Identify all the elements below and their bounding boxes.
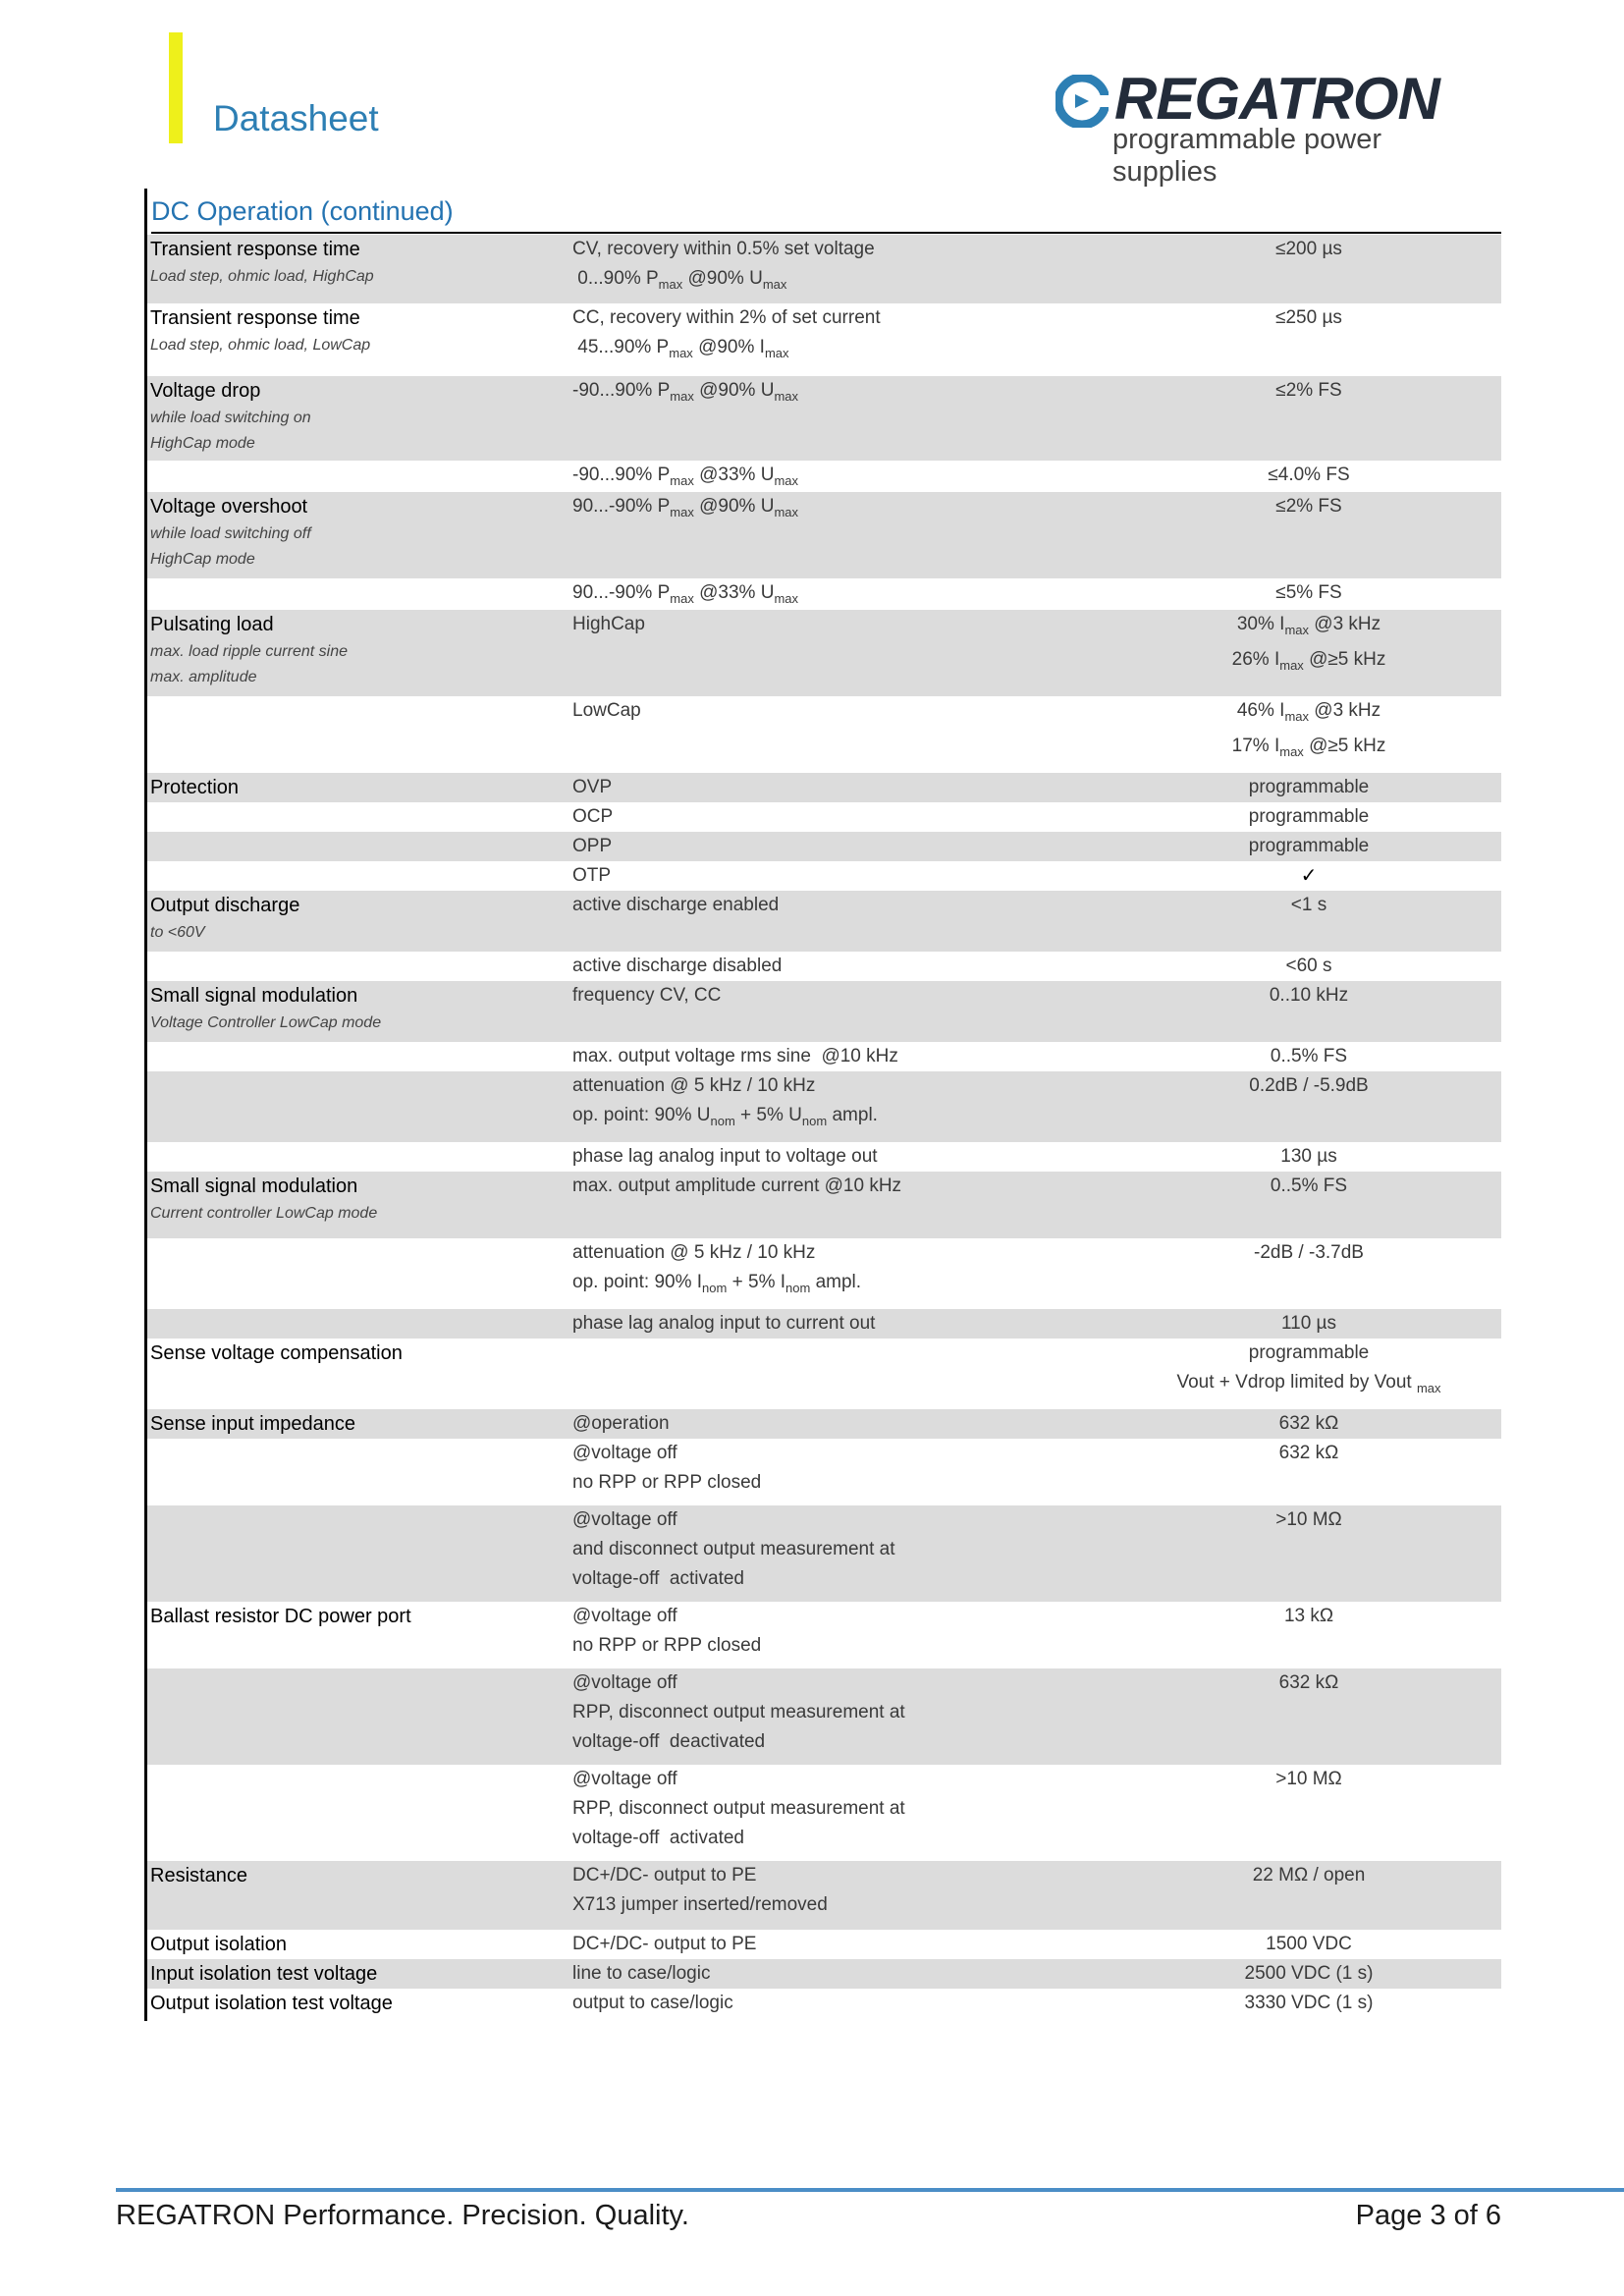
parameter-cell bbox=[147, 1959, 565, 1989]
parameter-cell bbox=[147, 1172, 565, 1238]
value-cell bbox=[1116, 492, 1501, 578]
spec-row bbox=[147, 1142, 1501, 1172]
condition-text: 45...90% $P_{max}$ @90% $I_{max}$ bbox=[572, 337, 789, 360]
spec-row bbox=[147, 1339, 1501, 1409]
condition-cell bbox=[565, 1989, 1116, 2018]
value-cell bbox=[1116, 832, 1501, 861]
value-cell bbox=[1116, 1959, 1501, 1989]
value-cell bbox=[1116, 981, 1501, 1042]
condition-text: attenuation @ 5 kHz / 10 kHz bbox=[572, 1242, 816, 1263]
condition-cell bbox=[565, 802, 1116, 832]
condition-cell bbox=[565, 952, 1116, 981]
parameter-note: to <60V bbox=[150, 924, 205, 941]
value-cell bbox=[1116, 1309, 1501, 1339]
value-text: ≤4.0% FS bbox=[1268, 465, 1350, 485]
parameter-cell bbox=[147, 1238, 565, 1309]
condition-text: output to case/logic bbox=[572, 1993, 733, 2013]
value-cell bbox=[1116, 1861, 1501, 1930]
spec-row bbox=[147, 1172, 1501, 1238]
parameter-note: Current controller LowCap mode bbox=[150, 1205, 378, 1222]
value-text: 13 kΩ bbox=[1283, 1606, 1334, 1626]
condition-text: active discharge disabled bbox=[572, 956, 783, 976]
value-cell bbox=[1116, 1930, 1501, 1959]
value-cell bbox=[1116, 696, 1501, 773]
spec-row bbox=[147, 1409, 1501, 1439]
parameter-name: Output isolation bbox=[150, 1934, 287, 1955]
parameter-cell bbox=[147, 1071, 565, 1142]
value-cell bbox=[1116, 1505, 1501, 1602]
section-title: DC Operation (continued) bbox=[151, 196, 454, 226]
parameter-cell bbox=[147, 1439, 565, 1505]
check-icon: ✓ bbox=[1300, 865, 1318, 887]
parameter-cell bbox=[147, 1668, 565, 1765]
condition-text: @voltage off bbox=[572, 1672, 677, 1693]
section-rule bbox=[151, 232, 1501, 234]
value-cell bbox=[1116, 1071, 1501, 1142]
parameter-name: Small signal modulation bbox=[150, 985, 358, 1007]
parameter-cell bbox=[147, 1142, 565, 1172]
spec-row bbox=[147, 696, 1501, 773]
condition-cell bbox=[565, 981, 1116, 1042]
value-cell bbox=[1116, 376, 1501, 461]
footer-slogan: REGATRON Performance. Precision. Quality. bbox=[116, 2200, 689, 2231]
condition-text: OPP bbox=[572, 836, 613, 856]
value-text: >10 MΩ bbox=[1275, 1509, 1342, 1530]
condition-text: @voltage off bbox=[572, 1769, 677, 1789]
value-cell bbox=[1116, 610, 1501, 696]
value-text: <60 s bbox=[1285, 956, 1332, 976]
spec-row bbox=[147, 1602, 1501, 1668]
value-text: programmable bbox=[1248, 806, 1370, 827]
parameter-note: while load switching on bbox=[150, 410, 311, 426]
parameter-name: Voltage drop bbox=[150, 380, 261, 402]
condition-text: 90...-90% $P_{max}$ @33% $U_{max}$ bbox=[572, 582, 799, 606]
parameter-name: Sense input impedance bbox=[150, 1413, 356, 1435]
value-cell bbox=[1116, 773, 1501, 802]
value-text: 130 µs bbox=[1280, 1146, 1337, 1167]
spec-row bbox=[147, 981, 1501, 1042]
condition-text: CC, recovery within 2% of set current bbox=[572, 307, 881, 328]
parameter-note: Voltage Controller LowCap mode bbox=[150, 1014, 382, 1031]
condition-text: 0...90% $P_{max}$ @90% $U_{max}$ bbox=[572, 268, 787, 292]
spec-row bbox=[147, 832, 1501, 861]
condition-text: no RPP or RPP closed bbox=[572, 1635, 762, 1656]
parameter-note: HighCap mode bbox=[150, 551, 255, 568]
condition-cell bbox=[565, 1042, 1116, 1071]
condition-text: @voltage off bbox=[572, 1509, 677, 1530]
regatron-logo-mark-icon bbox=[1056, 75, 1109, 128]
condition-text: CV, recovery within 0.5% set voltage bbox=[572, 239, 875, 259]
spec-row bbox=[147, 461, 1501, 492]
value-text: Vout + Vdrop limited by Vout $_{max}$ bbox=[1176, 1372, 1441, 1395]
value-text: 0..10 kHz bbox=[1269, 985, 1349, 1006]
condition-cell bbox=[565, 1668, 1116, 1765]
parameter-cell bbox=[147, 1765, 565, 1861]
parameter-note: Load step, ohmic load, LowCap bbox=[150, 337, 371, 354]
parameter-cell bbox=[147, 773, 565, 802]
condition-cell bbox=[565, 1409, 1116, 1439]
parameter-note: Load step, ohmic load, HighCap bbox=[150, 268, 374, 285]
parameter-note: while load switching off bbox=[150, 525, 311, 542]
spec-row bbox=[147, 1668, 1501, 1765]
doc-type-label: Datasheet bbox=[213, 98, 379, 138]
value-cell bbox=[1116, 1409, 1501, 1439]
value-cell bbox=[1116, 802, 1501, 832]
value-cell bbox=[1116, 1238, 1501, 1309]
parameter-cell bbox=[147, 1930, 565, 1959]
value-cell bbox=[1116, 1142, 1501, 1172]
value-cell bbox=[1116, 235, 1501, 303]
condition-cell bbox=[565, 861, 1116, 891]
condition-cell bbox=[565, 1959, 1116, 1989]
condition-cell bbox=[565, 578, 1116, 610]
parameter-name: Protection bbox=[150, 777, 240, 798]
condition-text: attenuation @ 5 kHz / 10 kHz bbox=[572, 1075, 816, 1096]
condition-cell bbox=[565, 610, 1116, 696]
parameter-cell bbox=[147, 1409, 565, 1439]
condition-text: -90...90% $P_{max}$ @90% $U_{max}$ bbox=[572, 380, 799, 404]
page-number: Page 3 of 6 bbox=[1355, 2200, 1501, 2231]
spec-row bbox=[147, 1439, 1501, 1505]
spec-row bbox=[147, 1959, 1501, 1989]
parameter-cell bbox=[147, 1042, 565, 1071]
parameter-name: Input isolation test voltage bbox=[150, 1963, 378, 1985]
parameter-cell bbox=[147, 303, 565, 376]
value-cell bbox=[1116, 952, 1501, 981]
condition-cell bbox=[565, 1930, 1116, 1959]
parameter-cell bbox=[147, 492, 565, 578]
parameter-name: Resistance bbox=[150, 1865, 247, 1886]
spec-row bbox=[147, 1989, 1501, 2018]
spec-row bbox=[147, 376, 1501, 461]
parameter-cell bbox=[147, 981, 565, 1042]
value-cell bbox=[1116, 303, 1501, 376]
value-cell bbox=[1116, 1765, 1501, 1861]
spec-row bbox=[147, 1861, 1501, 1930]
value-text: 22 MΩ / open bbox=[1252, 1865, 1366, 1886]
value-text: programmable bbox=[1248, 1342, 1370, 1363]
condition-text: X713 jumper inserted/removed bbox=[572, 1894, 828, 1915]
condition-text: RPP, disconnect output measurement at bbox=[572, 1798, 905, 1819]
spec-row bbox=[147, 1071, 1501, 1142]
value-text: 30% $I_{max}$ @3 kHz bbox=[1236, 614, 1381, 637]
value-text: programmable bbox=[1248, 836, 1370, 856]
spec-row bbox=[147, 1765, 1501, 1861]
value-text: 110 µs bbox=[1280, 1313, 1337, 1334]
condition-text: phase lag analog input to voltage out bbox=[572, 1146, 878, 1167]
condition-text: OCP bbox=[572, 806, 614, 827]
condition-cell bbox=[565, 461, 1116, 492]
condition-text: @voltage off bbox=[572, 1443, 677, 1463]
condition-text: no RPP or RPP closed bbox=[572, 1472, 762, 1493]
spec-row bbox=[147, 235, 1501, 303]
condition-text: op. point: 90% $I_{nom} + 5\%$ $I_{nom}$ ampl. bbox=[572, 1272, 862, 1295]
condition-text: active discharge enabled bbox=[572, 895, 780, 915]
parameter-name: Small signal modulation bbox=[150, 1175, 358, 1197]
condition-text: OVP bbox=[572, 777, 613, 797]
spec-row bbox=[147, 1042, 1501, 1071]
condition-cell bbox=[565, 376, 1116, 461]
parameter-cell bbox=[147, 1989, 565, 2018]
spec-row bbox=[147, 578, 1501, 610]
value-text: 2500 VDC (1 s) bbox=[1244, 1963, 1374, 1984]
value-text: programmable bbox=[1248, 777, 1370, 797]
value-cell bbox=[1116, 1172, 1501, 1238]
condition-text: phase lag analog input to current out bbox=[572, 1313, 876, 1334]
condition-text: voltage-off deactivated bbox=[572, 1731, 766, 1752]
condition-text: 90...-90% $P_{max}$ @90% $U_{max}$ bbox=[572, 496, 799, 519]
condition-text: op. point: 90% $U_{nom} + 5\%$ $U_{nom}$ ampl. bbox=[572, 1105, 878, 1128]
spec-row bbox=[147, 303, 1501, 376]
value-text: ≤2% FS bbox=[1275, 496, 1342, 517]
condition-cell bbox=[565, 1071, 1116, 1142]
condition-text: LowCap bbox=[572, 700, 641, 721]
value-text: 3330 VDC (1 s) bbox=[1244, 1993, 1374, 2013]
value-text: ≤200 µs bbox=[1275, 239, 1342, 259]
condition-cell bbox=[565, 696, 1116, 773]
condition-text: max. output amplitude current @10 kHz bbox=[572, 1175, 902, 1196]
value-text: 46% $I_{max}$ @3 kHz bbox=[1236, 700, 1381, 724]
parameter-name: Output discharge bbox=[150, 895, 300, 916]
condition-text: @operation bbox=[572, 1413, 670, 1434]
condition-text: line to case/logic bbox=[572, 1963, 711, 1984]
condition-text: -90...90% $P_{max}$ @33% $U_{max}$ bbox=[572, 465, 799, 488]
condition-text: OTP bbox=[572, 865, 612, 886]
logo-tagline: programmable power supplies bbox=[1112, 124, 1382, 188]
value-cell bbox=[1116, 1668, 1501, 1765]
condition-text: HighCap bbox=[572, 614, 645, 634]
condition-cell bbox=[565, 1238, 1116, 1309]
value-cell bbox=[1116, 1339, 1501, 1409]
condition-text: DC+/DC- output to PE bbox=[572, 1865, 757, 1886]
condition-text: voltage-off activated bbox=[572, 1828, 744, 1848]
condition-cell bbox=[565, 1505, 1116, 1602]
condition-cell bbox=[565, 832, 1116, 861]
parameter-note: HighCap mode bbox=[150, 435, 255, 452]
value-text: ≤250 µs bbox=[1275, 307, 1342, 328]
condition-cell bbox=[565, 1172, 1116, 1238]
value-cell bbox=[1116, 1602, 1501, 1668]
parameter-cell bbox=[147, 832, 565, 861]
condition-cell bbox=[565, 303, 1116, 376]
parameter-name: Voltage overshoot bbox=[150, 496, 308, 518]
value-text: ≤2% FS bbox=[1275, 380, 1342, 401]
value-text: 26% $I_{max}$ @≥5 kHz bbox=[1231, 648, 1386, 673]
spec-row bbox=[147, 1505, 1501, 1602]
condition-cell bbox=[565, 1142, 1116, 1172]
spec-row bbox=[147, 492, 1501, 578]
value-text: 0..5% FS bbox=[1270, 1046, 1348, 1066]
spec-row bbox=[147, 952, 1501, 981]
spec-row bbox=[147, 610, 1501, 696]
condition-text: @voltage off bbox=[572, 1606, 677, 1626]
condition-cell bbox=[565, 1339, 1116, 1409]
value-cell bbox=[1116, 1989, 1501, 2018]
value-text: <1 s bbox=[1290, 895, 1327, 915]
regatron-logo bbox=[1056, 66, 1478, 188]
condition-cell bbox=[565, 1861, 1116, 1930]
spec-row bbox=[147, 1930, 1501, 1959]
value-text: -2dB / -3.7dB bbox=[1254, 1242, 1364, 1263]
condition-cell bbox=[565, 1439, 1116, 1505]
condition-text: max. output voltage rms sine @10 kHz bbox=[572, 1046, 898, 1066]
parameter-note: max. load ripple current sine bbox=[150, 643, 348, 660]
spec-row bbox=[147, 891, 1501, 952]
value-text: 632 kΩ bbox=[1278, 1413, 1339, 1434]
parameter-cell bbox=[147, 610, 565, 696]
condition-text: RPP, disconnect output measurement at bbox=[572, 1702, 905, 1722]
parameter-cell bbox=[147, 952, 565, 981]
parameter-name: Sense voltage compensation bbox=[150, 1342, 403, 1364]
parameter-name: Pulsating load bbox=[150, 614, 274, 635]
parameter-cell bbox=[147, 461, 565, 492]
condition-text: DC+/DC- output to PE bbox=[572, 1934, 757, 1954]
condition-cell bbox=[565, 1309, 1116, 1339]
value-text: 1500 VDC bbox=[1266, 1934, 1352, 1954]
spec-row bbox=[147, 1238, 1501, 1309]
parameter-cell bbox=[147, 1309, 565, 1339]
parameter-cell bbox=[147, 891, 565, 952]
footer-rule bbox=[116, 2188, 1624, 2192]
condition-cell bbox=[565, 891, 1116, 952]
value-cell bbox=[1116, 461, 1501, 492]
parameter-cell bbox=[147, 1339, 565, 1409]
value-cell bbox=[1116, 861, 1501, 891]
spec-row bbox=[147, 861, 1501, 891]
parameter-cell bbox=[147, 376, 565, 461]
parameter-cell bbox=[147, 235, 565, 303]
value-text: 17% $I_{max}$ @≥5 kHz bbox=[1231, 735, 1386, 759]
parameter-cell bbox=[147, 696, 565, 773]
condition-text: frequency CV, CC bbox=[572, 985, 722, 1006]
parameter-cell bbox=[147, 861, 565, 891]
value-cell bbox=[1116, 891, 1501, 952]
value-cell bbox=[1116, 1042, 1501, 1071]
value-cell bbox=[1116, 578, 1501, 610]
parameter-name: Transient response time bbox=[150, 239, 360, 260]
condition-text: voltage-off activated bbox=[572, 1568, 744, 1589]
condition-cell bbox=[565, 235, 1116, 303]
condition-cell bbox=[565, 1765, 1116, 1861]
logo-wordmark: REGATRON bbox=[1114, 66, 1439, 132]
parameter-cell bbox=[147, 802, 565, 832]
value-text: 0.2dB / -5.9dB bbox=[1249, 1075, 1369, 1096]
spec-row bbox=[147, 773, 1501, 802]
parameter-cell bbox=[147, 1602, 565, 1668]
condition-cell bbox=[565, 1602, 1116, 1668]
parameter-name: Output isolation test voltage bbox=[150, 1993, 393, 2014]
spec-row bbox=[147, 1309, 1501, 1339]
condition-text: and disconnect output measurement at bbox=[572, 1539, 895, 1559]
value-text: 632 kΩ bbox=[1278, 1672, 1339, 1693]
spec-table bbox=[147, 235, 1501, 2018]
header-accent-bar bbox=[169, 32, 183, 143]
value-cell bbox=[1116, 1439, 1501, 1505]
parameter-cell bbox=[147, 578, 565, 610]
condition-cell bbox=[565, 773, 1116, 802]
condition-cell bbox=[565, 492, 1116, 578]
spec-row bbox=[147, 802, 1501, 832]
parameter-name: Transient response time bbox=[150, 307, 360, 329]
value-text: 0..5% FS bbox=[1270, 1175, 1348, 1196]
value-text: 632 kΩ bbox=[1278, 1443, 1339, 1463]
value-text: >10 MΩ bbox=[1275, 1769, 1342, 1789]
parameter-note: max. amplitude bbox=[150, 669, 257, 685]
parameter-cell bbox=[147, 1861, 565, 1930]
parameter-cell bbox=[147, 1505, 565, 1602]
value-text: ≤5% FS bbox=[1275, 582, 1342, 603]
parameter-name: Ballast resistor DC power port bbox=[150, 1606, 411, 1627]
